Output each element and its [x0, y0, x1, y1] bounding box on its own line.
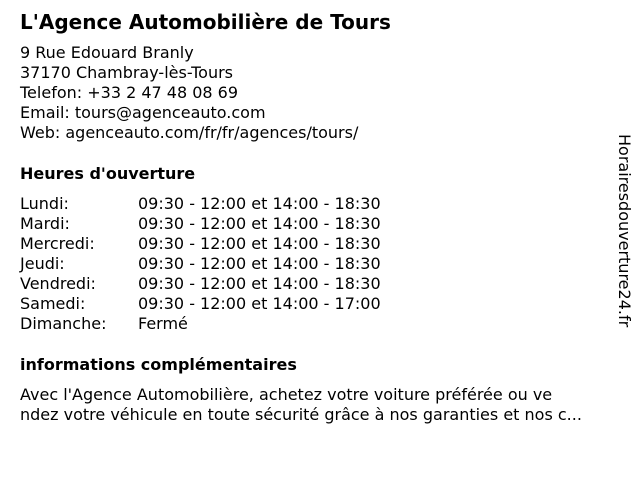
hours-heading: Heures d'ouverture — [20, 164, 196, 183]
day-label: Dimanche: — [20, 314, 107, 333]
day-label: Lundi: — [20, 194, 69, 213]
time-value: 09:30 - 12:00 et 14:00 - 18:30 — [138, 194, 381, 213]
opening-hours-table — [20, 194, 381, 334]
hours-row-sunday — [20, 314, 381, 334]
business-name: L'Agence Automobilière de Tours — [20, 10, 391, 34]
info-heading: informations complémentaires — [20, 355, 297, 374]
info-description — [20, 385, 630, 425]
time-value: 09:30 - 12:00 et 14:00 - 18:30 — [138, 214, 381, 233]
site-watermark: Horairesdouverture24.fr — [615, 134, 634, 328]
website-url: Web: agenceauto.com/fr/fr/agences/tours/ — [20, 123, 359, 142]
day-label: Mercredi: — [20, 234, 95, 253]
hours-row-thursday — [20, 254, 381, 274]
hours-row-tuesday — [20, 214, 381, 234]
hours-row-saturday — [20, 294, 381, 314]
hours-row-monday — [20, 194, 381, 214]
info-line: ndez votre véhicule en toute sécurité grâce à nos garanties et nos c... — [20, 405, 582, 424]
street-address: 9 Rue Edouard Branly — [20, 43, 194, 62]
time-value: 09:30 - 12:00 et 14:00 - 18:30 — [138, 254, 381, 273]
info-line: Avec l'Agence Automobilière, achetez votre voiture préférée ou ve — [20, 385, 553, 404]
time-value: 09:30 - 12:00 et 14:00 - 18:30 — [138, 274, 381, 293]
day-label: Samedi: — [20, 294, 86, 313]
time-value: 09:30 - 12:00 et 14:00 - 18:30 — [138, 234, 381, 253]
day-label: Vendredi: — [20, 274, 96, 293]
day-label: Mardi: — [20, 214, 70, 233]
time-value: Fermé — [138, 314, 188, 333]
time-value: 09:30 - 12:00 et 14:00 - 17:00 — [138, 294, 381, 313]
hours-row-wednesday — [20, 234, 381, 254]
contact-block — [20, 43, 358, 143]
phone-number: Telefon: +33 2 47 48 08 69 — [20, 83, 239, 102]
email-address: Email: tours@agenceauto.com — [20, 103, 266, 122]
hours-row-friday — [20, 274, 381, 294]
city-address: 37170 Chambray-lès-Tours — [20, 63, 234, 82]
day-label: Jeudi: — [20, 254, 65, 273]
